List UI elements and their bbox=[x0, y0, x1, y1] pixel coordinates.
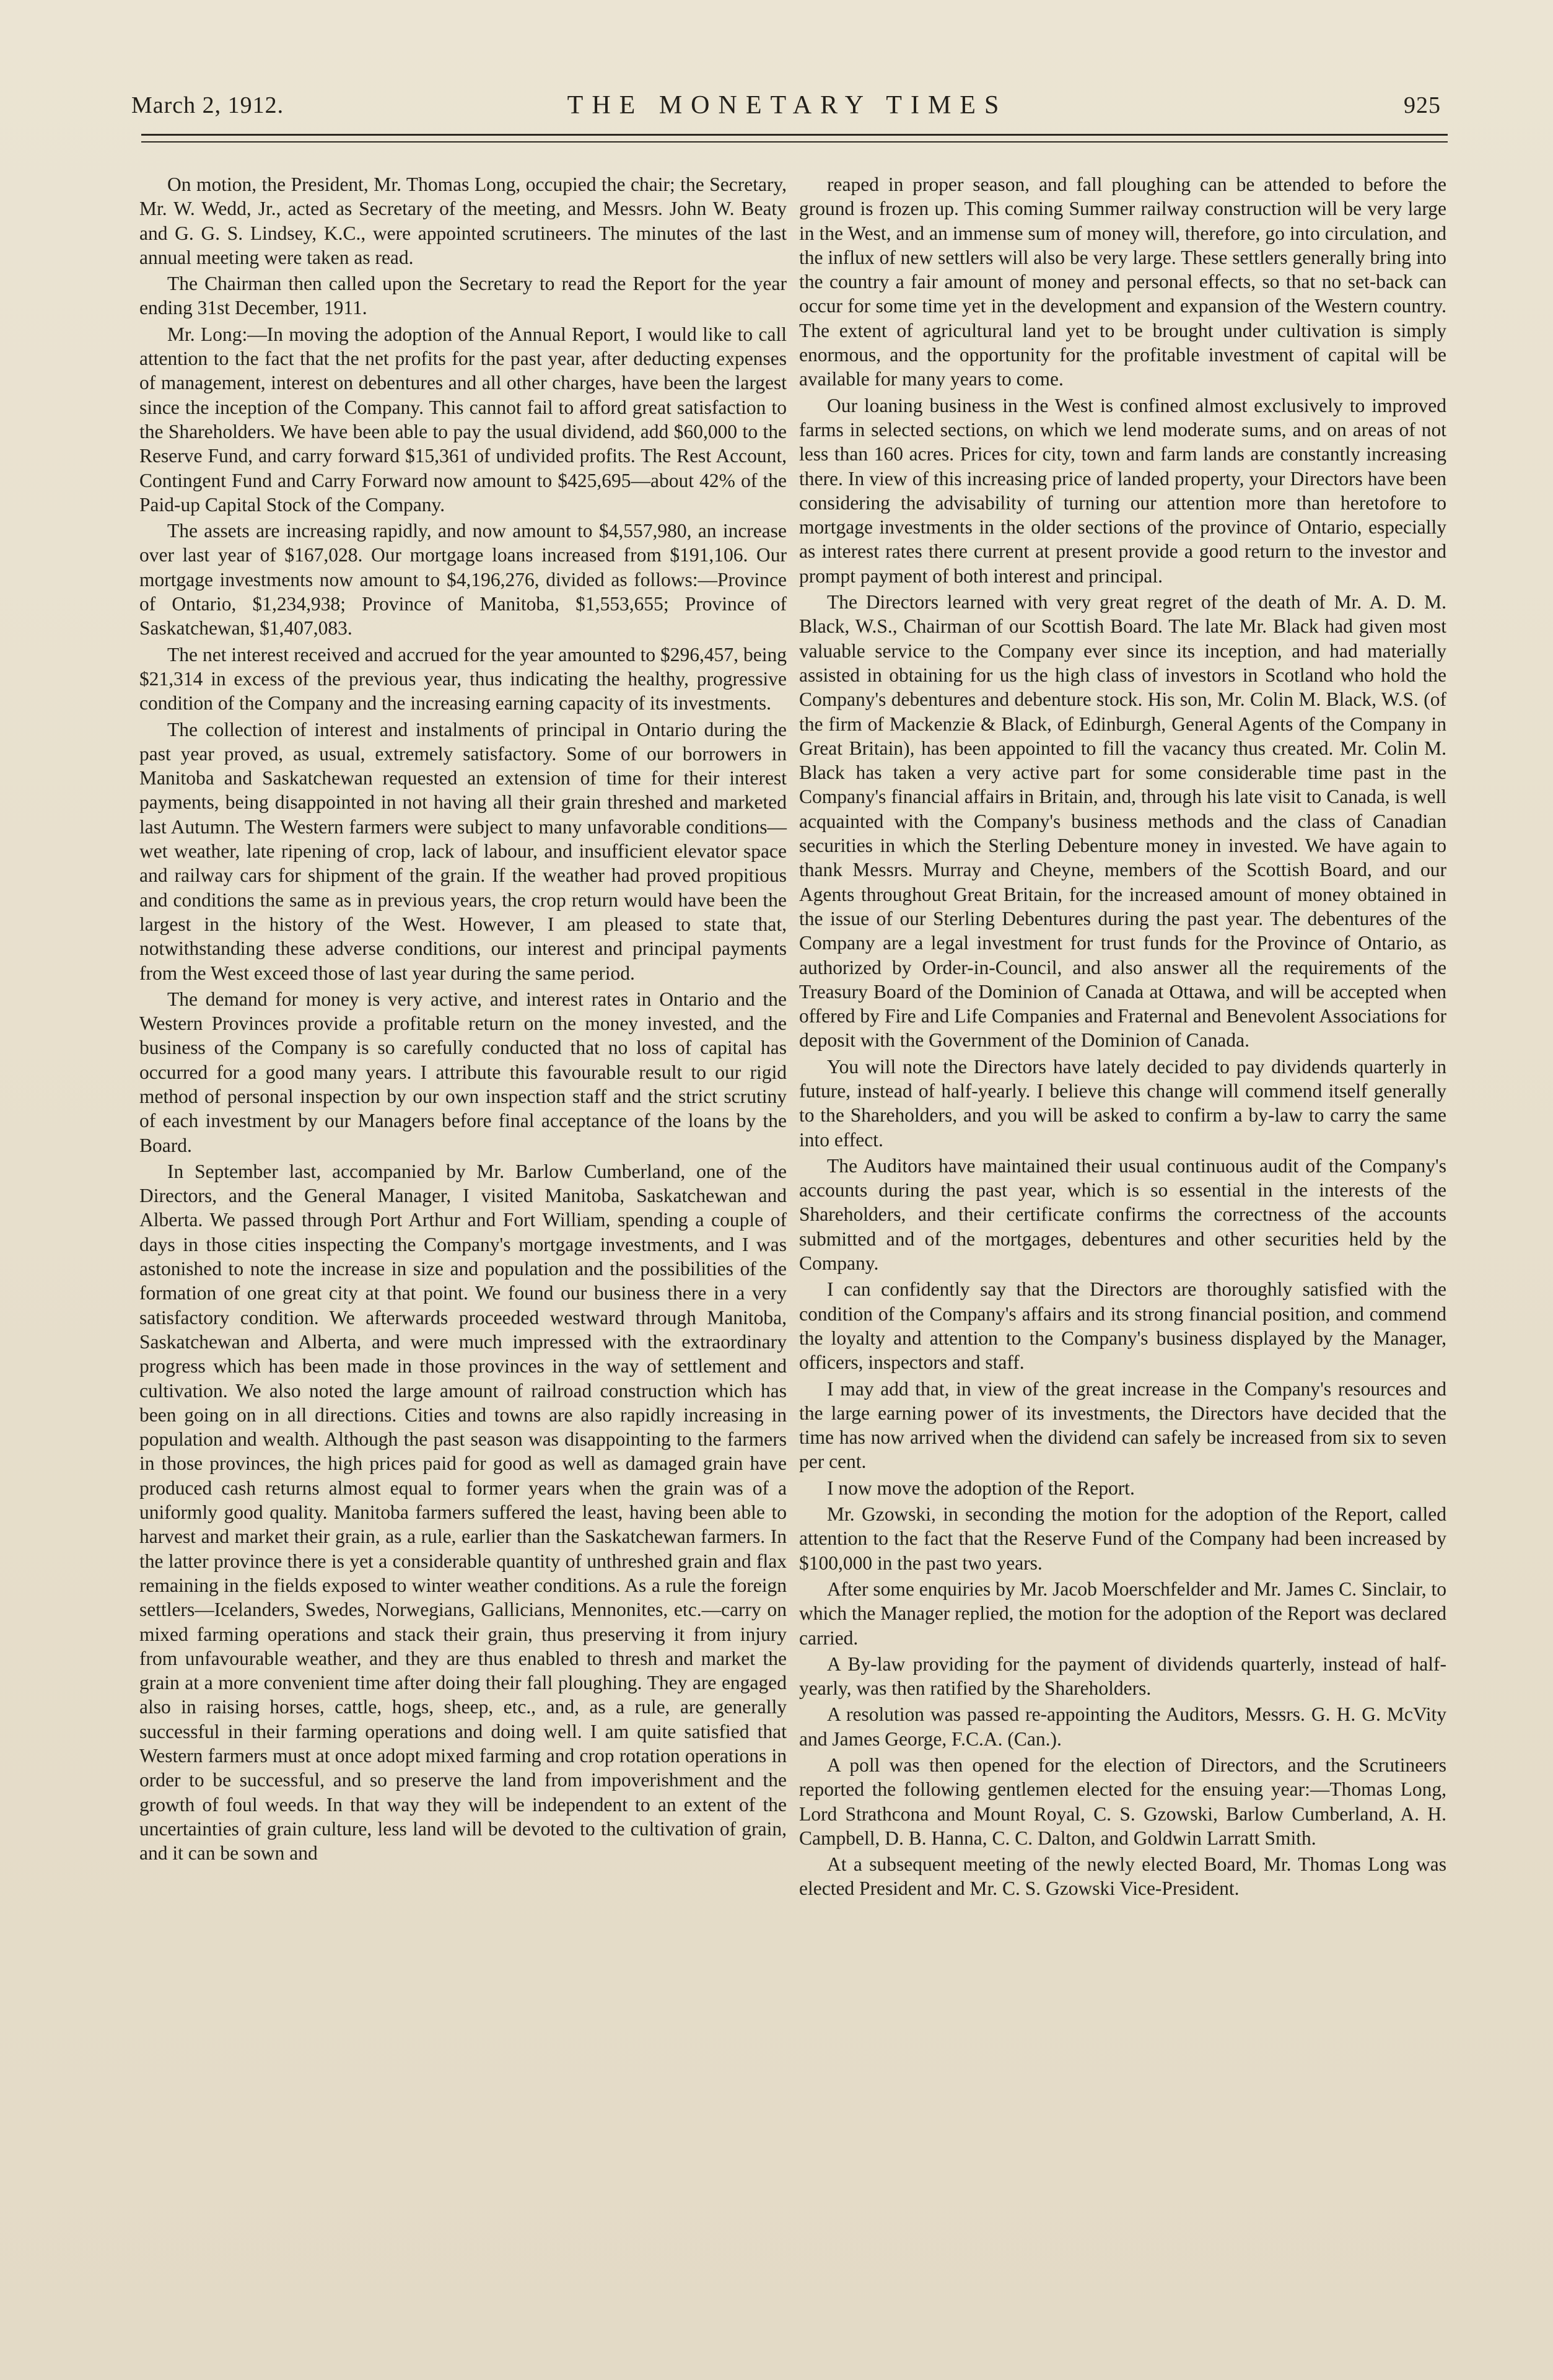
header-rule-thin bbox=[141, 141, 1448, 143]
paragraph: A poll was then opened for the election of Directors, and the Scrutineers reported the following gentlemen elected for the ensuing year:—Thomas Long, Lord Strathcona and Mount Royal, C. S. Gzowski, Barlow Cumberland, A. H. Campbell, D. B. Hanna, C. C. Dalton, and Goldwin Larratt Smith. bbox=[799, 1754, 1446, 1849]
header-rule-thick bbox=[141, 134, 1448, 136]
paragraph: A By-law providing for the payment of dividends quarterly, instead of half-yearly, was then ratified by the Shareholders. bbox=[799, 1653, 1446, 1700]
paragraph: reaped in proper season, and fall ploughing can be attended to before the ground is frozen up. This coming Summer railway construction will be very large in the West, and an immense sum of money will, therefore, go into circulation, and the influx of new settlers will also be very large. These settlers generally bring into the country a fair amount of money and personal effects, so that no set-back can occur for some time yet in the development and expansion of the Western country. The extent of agricultural land yet to be brought under cultivation is simply enormous, and the opportunity for the profitable investment of capital will be available for many years to come. bbox=[799, 173, 1446, 390]
issue-date: March 2, 1912. bbox=[131, 92, 284, 118]
paragraph: A resolution was passed re-appointing the Auditors, Messrs. G. H. G. McVity and James George, F.C.A. (Can.). bbox=[799, 1703, 1446, 1750]
publication-title: THE MONETARY TIMES bbox=[567, 91, 1008, 120]
right-column bbox=[799, 172, 1446, 1903]
paragraph: Mr. Gzowski, in seconding the motion for the adoption of the Report, called attention to the fact that the Reserve Fund of the Company had been increased by $100,000 in the past two years. bbox=[799, 1503, 1446, 1574]
paragraph: You will note the Directors have lately decided to pay dividends quarterly in future, instead of half-yearly. I believe this change will commend itself generally to the Shareholders, and you will be asked to confirm a by-law to carry the same into effect. bbox=[799, 1055, 1446, 1151]
paragraph: On motion, the President, Mr. Thomas Long, occupied the chair; the Secretary, Mr. W. Wedd, Jr., acted as Secretary of the meeting, and Messrs. John W. Beaty and G. G. S. Lindsey, K.C., were appointed scrutineers. The minutes of the last annual meeting were taken as read. bbox=[139, 173, 787, 268]
page-number: 925 bbox=[1404, 92, 1441, 118]
paragraph: I now move the adoption of the Report. bbox=[827, 1477, 1135, 1499]
paragraph: After some enquiries by Mr. Jacob Moerschfelder and Mr. James C. Sinclair, to which the Manager replied, the motion for the adoption of the Report was declared carried. bbox=[799, 1578, 1446, 1649]
paragraph: The Directors learned with very great regret of the death of Mr. A. D. M. Black, W.S., Chairman of our Scottish Board. The late Mr. Black had given most valuable service to the Company ever since its inception, and had materially assisted in obtaining for us the high class of investors in Scotland who hold the Company's debentures and debenture stock. His son, Mr. Colin M. Black, W.S. (of the firm of Mackenzie & Black, of Edinburgh, General Agents of the Company in Great Britain), has been appointed to fill the vacancy thus created. Mr. Colin M. Black has taken a very active part for some considerable time past in the Company's financial affairs in Britain, and, through his late visit to Canada, is well acquainted with the Company's business methods and the class of Canadian securities in which the Sterling Debenture money in invested. We have again to thank Messrs. Murray and Cheyne, members of the Scottish Board, and our Agents throughout Great Britain, for the increased amount of money obtained in the issue of our Sterling Debentures during the past year. The debentures of the Company are a legal investment for trust funds for the Province of Ontario, as authorized by Order-in-Council, and also answer all the requirements of the Treasury Board of the Dominion of Canada at Ottawa, and will be accepted when offered by Fire and Life Companies and Fraternal and Benevolent Associations for deposit with the Government of the Dominion of Canada. bbox=[799, 591, 1446, 1052]
paragraph: Mr. Long:—In moving the adoption of the Annual Report, I would like to call attention to the fact that the net profits for the past year, after deducting expenses of management, interest on debentures and all other charges, have been the largest since the inception of the Company. This cannot fail to afford great satisfaction to the Shareholders. We have been able to pay the usual dividend, add $60,000 to the Reserve Fund, and carry forward $15,361 of undivided profits. The Rest Account, Contingent Fund and Carry Forward now amount to $425,695—about 42% of the Paid-up Capital Stock of the Company. bbox=[139, 323, 787, 516]
paragraph: The net interest received and accrued for the year amounted to $296,457, being $21,314 in excess of the previous year, thus indicating the healthy, progressive condition of the Company and the increasing earning capacity of its investments. bbox=[139, 643, 787, 714]
paragraph: The Chairman then called upon the Secretary to read the Report for the year ending 31st December, 1911. bbox=[139, 273, 787, 319]
paragraph: The Auditors have maintained their usual continuous audit of the Company's accounts during the past year, which is so essential in the interests of the Shareholders, and their certificate confirms the correctness of the accounts submitted and of the mortgages, debentures and other securities held by the Company. bbox=[799, 1154, 1446, 1275]
paragraph: The assets are increasing rapidly, and now amount to $4,557,980, an increase over last year of $167,028. Our mortgage loans increased from $191,106. Our mortgage investments now amount to $4,196,276, divided as follows:—Province of Ontario, $1,234,938; Province of Manitoba, $1,553,655; Province of Saskatchewan, $1,407,083. bbox=[139, 520, 787, 639]
paragraph: At a subsequent meeting of the newly elected Board, Mr. Thomas Long was elected President and Mr. C. S. Gzowski Vice-President. bbox=[799, 1853, 1446, 1900]
paragraph: The demand for money is very active, and interest rates in Ontario and the Western Provinces provide a profitable return on the money invested, and the business of the Company is so carefully conducted that no loss of capital has occurred for a good many years. I attribute this favourable result to our rigid method of personal inspection by our own inspection staff and the strict scrutiny of each investment by our Managers before final acceptance of the loans by the Board. bbox=[139, 988, 787, 1156]
paragraph: The collection of interest and instalments of principal in Ontario during the past year proved, as usual, extremely satisfactory. Some of our borrowers in Manitoba and Saskatchewan requested an extension of time for their interest payments, being disappointed in not having all their grain threshed and marketed last Autumn. The Western farmers were subject to many unfavorable conditions—wet weather, late ripening of crop, lack of labour, and insufficient elevator space and railway cars for shipment of the grain. If the weather had proved propitious and conditions the same as in previous years, the crop return would have been the largest in the history of the West. However, I am pleased to state that, notwithstanding these adverse conditions, our interest and principal payments from the West exceed those of last year during the same period. bbox=[139, 718, 787, 984]
paragraph: In September last, accompanied by Mr. Barlow Cumberland, one of the Directors, and the General Manager, I visited Manitoba, Saskatchewan and Alberta. We passed through Port Arthur and Fort William, spending a couple of days in those cities inspecting the Company's mortgage investments, and I was astonished to note the increase in size and population and the possibilities of the formation of one great city at that point. We found our business there in a very satisfactory condition. We afterwards proceeded westward through Manitoba, Saskatchewan and Alberta, and were much impressed with the extraordinary progress which has been made in those provinces in the way of settlement and cultivation. We also noted the large amount of railroad construction which has been going on in all directions. Cities and towns are also rapidly increasing in population and wealth. Although the past season was disappointing to the farmers in those provinces, the high prices paid for good as well as damaged grain have produced cash returns almost equal to former years when the grain was of a uniformly good quality. Manitoba farmers suffered the least, having been able to harvest and market their grain, as a rule, earlier than the Saskatchewan farmers. In the latter province there is yet a considerable quantity of unthreshed grain and flax remaining in the fields exposed to winter weather conditions. As a rule the foreign settlers—Icelanders, Swedes, Norwegians, Gallicians, Mennonites, etc.—carry on mixed farming operations and stack their grain, thus preserving it from injury from unfavourable weather, and they are thus enabled to thresh and market the grain at a more convenient time after doing their fall ploughing. They are engaged also in raising horses, cattle, hogs, sheep, etc., and, as a rule, are generally successful in their farming operations and doing well. I am quite satisfied that Western farmers must at once adopt mixed farming and crop rotation operations in order to be successful, and so preserve the land from impoverishment and the growth of foul weeds. In that way they will be independent to an extent of the uncertainties of grain culture, less land will be devoted to the cultivation of grain, and it can be sown and bbox=[139, 1160, 787, 1864]
paragraph: Our loaning business in the West is confined almost exclusively to improved farms in selected sections, on which we lend moderate sums, and on areas of not less than 160 acres. Prices for city, town and farm lands are constantly increasing there. In view of this increasing price of landed property, your Directors have been considering the advisability of turning our attention more than heretofore to mortgage investments in the older sections of the province of Ontario, especially as interest rates there current at present provide a good return to the investor and prompt payment of both interest and principal. bbox=[799, 394, 1446, 587]
running-header bbox=[124, 87, 1451, 130]
paragraph: I can confidently say that the Directors are thoroughly satisfied with the condition of the Company's affairs and its strong financial position, and commend the loyalty and attention to the Company's business displayed by the Manager, officers, inspectors and staff. bbox=[799, 1278, 1446, 1374]
left-column bbox=[139, 172, 787, 1867]
paragraph: I may add that, in view of the great increase in the Company's resources and the large earning power of its investments, the Directors have decided that the time has now arrived when the dividend can safely be increased from six to seven per cent. bbox=[799, 1377, 1446, 1473]
